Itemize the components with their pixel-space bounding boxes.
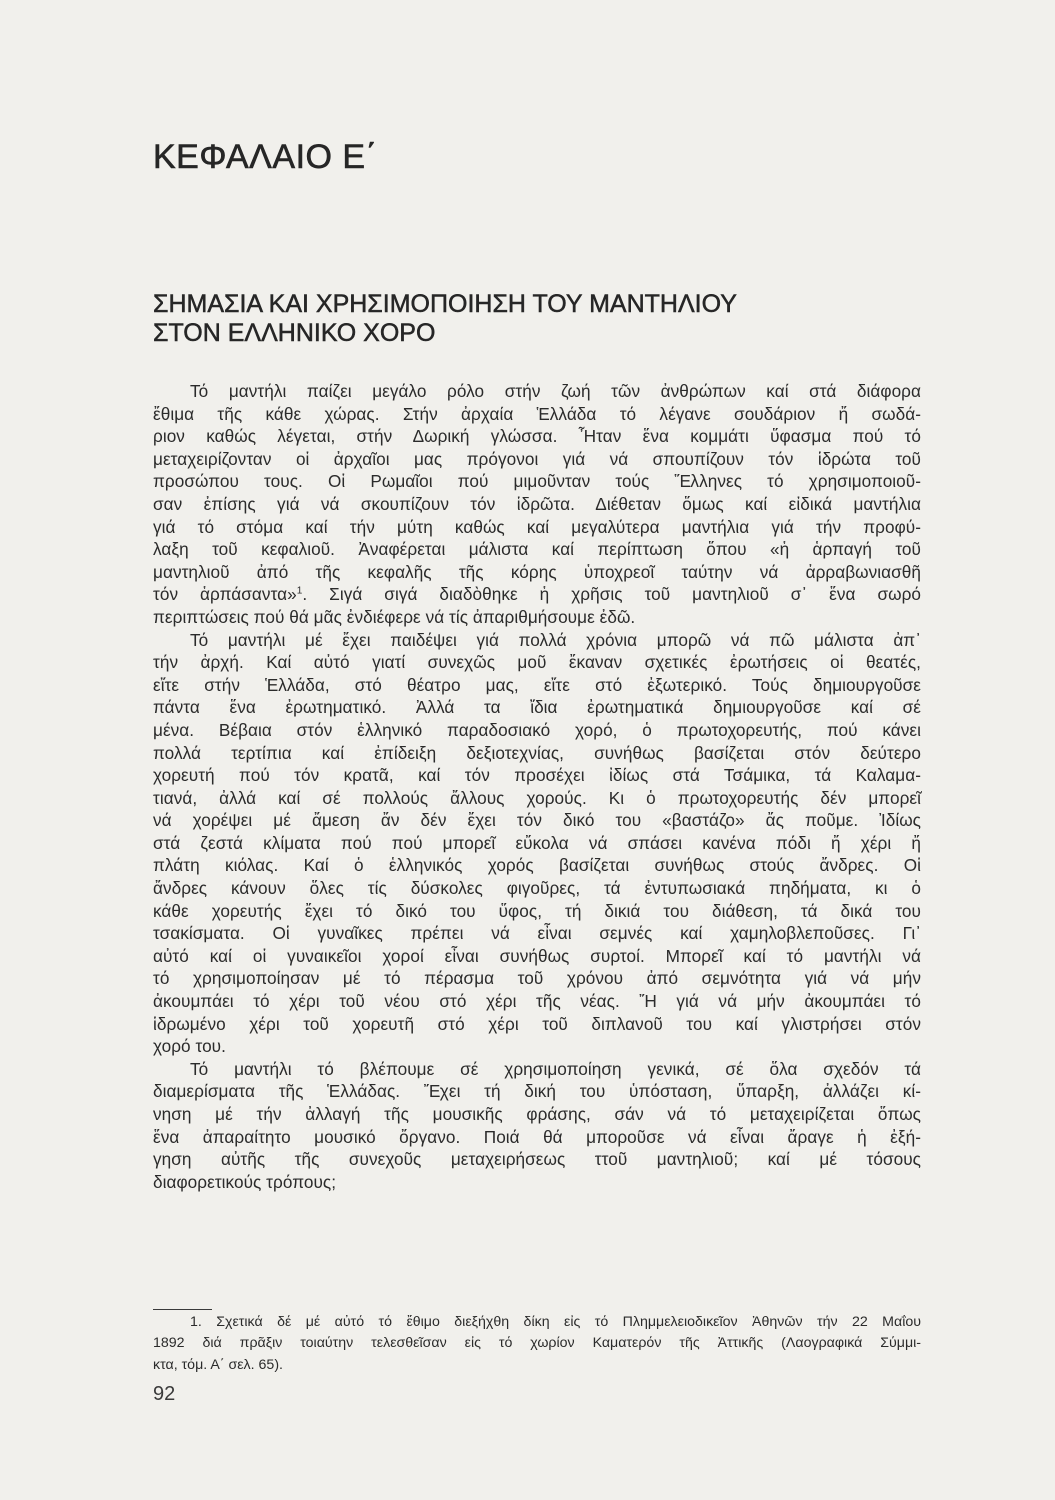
text-line: ἕνα ἀπαραίτητο μουσικό ὄργανο. Ποιά θά μποροῦσε νά εἶναι ἄραγε ἡ ἐξή- bbox=[153, 1126, 921, 1147]
text-line: μαντηλιοῦ ἀπό τῆς κεφαλῆς τῆς κόρης ὑποχρεοῖ ταύτην νά ἀρραβωνιασθῆ bbox=[153, 561, 921, 582]
section-title bbox=[153, 290, 913, 348]
text-line: ἄνδρες κάνουν ὅλες τίς δύσκολες φιγοῦρες, τά ἐντυπωσιακά πηδήματα, κι ὁ bbox=[153, 878, 921, 899]
text-line: λαξη τοῦ κεφαλιοῦ. Ἀναφέρεται μάλιστα καί περίπτωση ὅπου «ἡ ἁρπαγή τοῦ bbox=[153, 539, 921, 560]
footnote-line: 1. Σχετικά δέ μέ αὐτό τό ἔθιμο διεξήχθη δίκη εἰς τό Πλημμελειοδικεῖον Ἀθηνῶν τήν 22 Μαΐου bbox=[190, 1314, 921, 1330]
text-line: νά χορέψει μέ ἄμεση ἄν δέν ἔχει τόν δικό του «βαστάζο» ἄς ποῦμε. Ἰδίως bbox=[153, 810, 921, 831]
text-line: τσακίσματα. Οἱ γυναῖκες πρέπει νά εἶναι σεμνές καί χαμηλοβλεποῦσες. Γι᾽ bbox=[153, 923, 921, 944]
chapter-title: ΚΕΦΑΛΑΙΟ Ε΄ bbox=[153, 138, 378, 176]
text-line: ριον καθώς λέγεται, στήν Δωρική γλώσσα. Ἦταν ἕνα κομμάτι ὕφασμα πού τό bbox=[153, 426, 921, 447]
text-line: τό χρησιμοποίησαν μέ τό πέρασμα τοῦ χρόνου ἀπό σεμνότητα γιά νά μήν bbox=[153, 968, 921, 989]
body-text bbox=[153, 380, 921, 1193]
text-line: πολλά τερτίπια καί ἐπίδειξη δεξιοτεχνίας, συνήθως βασίζεται στόν δεύτερο bbox=[153, 742, 921, 763]
text-line: πλάτη κιόλας. Καί ὁ ἑλληνικός χορός βασίζεται συνήθως στούς ἄνδρες. Οἱ bbox=[153, 855, 921, 876]
text-line: στά ζεστά κλίματα πού πού μπορεῖ εὔκολα νά σπάσει κανένα πόδι ἤ χέρι ἤ bbox=[153, 832, 921, 853]
text-line: διαμερίσματα τῆς Ἑλλάδας. Ἔχει τή δική του ὑπόσταση, ὕπαρξη, ἀλλάζει κί- bbox=[153, 1081, 921, 1102]
paragraph-3 bbox=[153, 1058, 921, 1194]
text-segment: . Σιγά σιγά διαδὸθηκε ἡ χρῆσις τοῦ μαντηλιοῦ σ᾽ ἕνα σωρό bbox=[302, 584, 922, 605]
text-line: γηση αὐτῆς τῆς συνεχοῦς μεταχειρήσεως ττοῦ μαντηλιοῦ; καί μέ τόσους bbox=[153, 1149, 921, 1170]
text-line: ἱδρωμένο χέρι τοῦ χορευτῆ στό χέρι τοῦ διπλανοῦ του καί γλιστρήσει στόν bbox=[153, 1013, 921, 1034]
text-line: μένα. Βέβαια στόν ἑλληνικό παραδοσιακό χορό, ὁ πρωτοχορευτής, πού κάνει bbox=[153, 719, 921, 740]
text-line: περιπτώσεις πού θά μᾶς ἐνδιέφερε νά τίς ἀπαριθμήσουμε ἐδῶ. bbox=[153, 606, 636, 627]
text-line: Τό μαντήλι παίζει μεγάλο ρόλο στήν ζωή τῶν ἀνθρώπων καί στά διάφορα bbox=[190, 381, 921, 401]
text-line: χορευτή πού τόν κρατᾶ, καί τόν προσέχει ἰδίως στά Τσάμικα, τά Καλαμα- bbox=[153, 765, 921, 786]
text-line: χορό του. bbox=[153, 1036, 226, 1057]
text-line: αὐτό καί οἱ γυναικεῖοι χοροί εἶναι συνήθως συρτοί. Μπορεῖ καί τό μαντήλι νά bbox=[153, 945, 921, 966]
text-line: τιανά, ἀλλά καί σέ πολλούς ἄλλους χορούς. Κι ὁ πρωτοχορευτής δέν μπορεῖ bbox=[153, 787, 921, 808]
text-line bbox=[153, 583, 921, 606]
text-segment: τόν ἁρπάσαντα» bbox=[153, 584, 297, 605]
footnote-line: κτα, τόμ. Α΄ σελ. 65). bbox=[153, 1356, 283, 1373]
text-line: νηση μέ τήν ἀλλαγή τῆς μουσικῆς φράσης, σάν νά τό μεταχειρίζεται ὅπως bbox=[153, 1104, 921, 1124]
section-title-line: ΣΗΜΑΣΙΑ ΚΑΙ ΧΡΗΣΙΜΟΠΟΙΗΣΗ ΤΟΥ ΜΑΝΤΗΛΙΟΥ bbox=[153, 290, 737, 318]
section-title-line: ΣΤΟΝ ΕΛΛΗΝΙΚΟ ΧΟΡΟ bbox=[153, 319, 436, 347]
text-line: ἔθιμα τῆς κάθε χώρας. Στήν ἀρχαία Ἑλλάδα τό λέγανε σουδάριον ἤ σωδά- bbox=[153, 403, 921, 424]
text-line: τήν ἀρχή. Καί αὐτό γιατί συνεχῶς μοῦ ἔκαναν σχετικές ἐρωτήσεις οἱ θεατές, bbox=[153, 652, 921, 673]
text-line: σαν ἐπίσης γιά νά σκουπίζουν τόν ἱδρῶτα. Διέθεταν ὅμως καί εἰδικά μαντήλια bbox=[153, 493, 921, 514]
text-line: διαφορετικούς τρόπους; bbox=[153, 1171, 337, 1192]
text-line: μεταχειρίζονταν οἱ ἀρχαῖοι μας πρόγονοι γιά νά σπουπίζουν τόν ἱδρώτα τοῦ bbox=[153, 448, 921, 469]
footnote-divider bbox=[153, 1309, 212, 1310]
text-line: ἀκουμπάει τό χέρι τοῦ νέου στό χέρι τῆς νέας. Ἤ γιά νά μήν ἀκουμπάει τό bbox=[153, 991, 921, 1012]
paragraph-1 bbox=[153, 380, 921, 629]
footnote-line: 1892 διά πρᾶξιν τοιαύτην τελεσθεῖσαν εἰς τό χωρίον Καματερόν τῆς Ἀττικῆς (Λαογραφικά Σύμμι- bbox=[153, 1335, 921, 1352]
text-line: κάθε χορευτής ἔχει τό δικό του ὕφος, τή δικιά του διάθεση, τά δικά του bbox=[153, 900, 921, 921]
text-line: Τό μαντήλι μέ ἔχει παιδέψει γιά πολλά χρόνια μπορῶ νά πῶ μάλιστα ἀπ᾽ bbox=[190, 629, 921, 650]
text-line: προσώπου τους. Οἱ Ρωμαῖοι πού μιμοῦνταν τούς Ἕλληνες τό χρησιμοποιοῦ- bbox=[153, 471, 921, 492]
footnote-ref[interactable]: 1 bbox=[296, 585, 303, 597]
text-line: πάντα ἕνα ἐρωτηματικό. Ἀλλά τα ἴδια ἐρωτηματικά δημιουργοῦσε καί σέ bbox=[153, 697, 921, 718]
page-number: 92 bbox=[153, 1383, 176, 1405]
text-line: εἴτε στήν Ἑλλάδα, στό θέατρο μας, εἴτε στό ἐξωτερικό. Τούς δημιουργοῦσε bbox=[153, 674, 921, 695]
paragraph-2 bbox=[153, 629, 921, 1058]
text-line: γιά τό στόμα καί τήν μύτη καθώς καί μεγαλύτερα μαντήλια γιά τήν προφύ- bbox=[153, 516, 921, 537]
text-line: Τό μαντήλι τό βλέπουμε σέ χρησιμοποίηση γενικά, σέ ὅλα σχεδόν τά bbox=[190, 1058, 921, 1079]
footnote bbox=[153, 1312, 921, 1376]
